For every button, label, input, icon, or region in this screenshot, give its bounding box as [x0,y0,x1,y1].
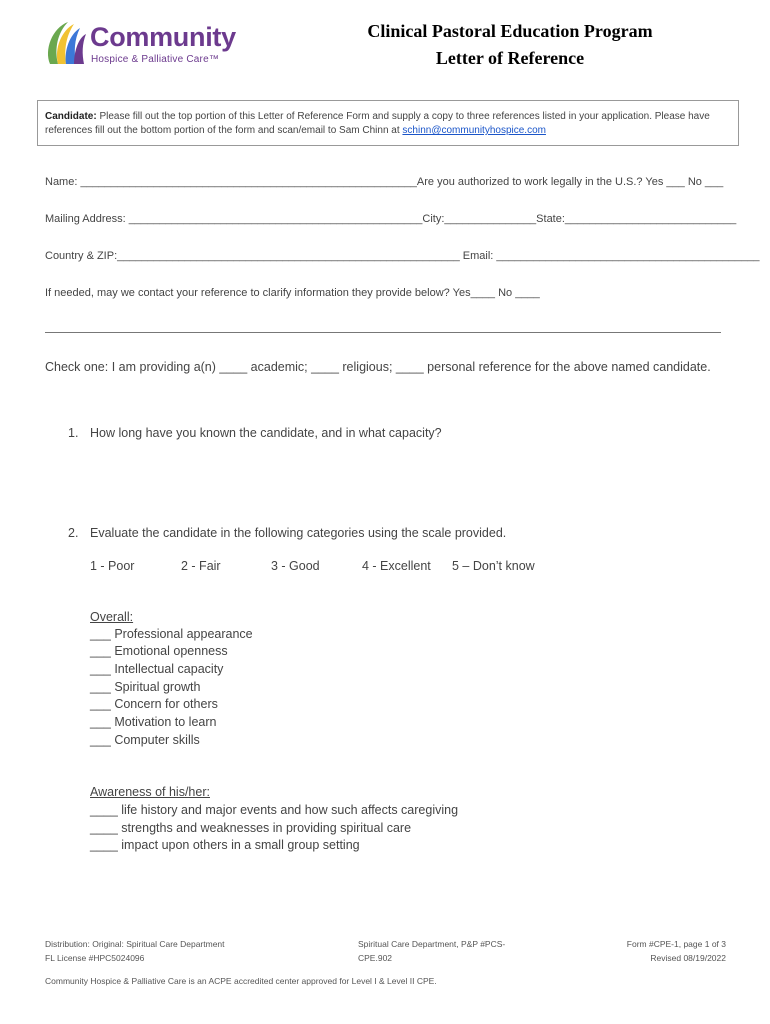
contact-permission-field[interactable]: If needed, may we contact your reference to clarify information they provide below? Yes____ No ____ [45,287,540,299]
footer-department: Spiritual Care Department, P&P #PCS- [358,939,506,949]
overall-item[interactable]: ___ Motivation to learn [90,715,217,729]
awareness-item[interactable]: ____ impact upon others in a small group setting [90,838,360,852]
awareness-heading: Awareness of his/her: [90,785,210,799]
scale-item: 1 - Poor [90,559,135,573]
instructions-line-1: Candidate: Please fill out the top portion of this Letter of Reference Form and supply a copy to three references listed in your application. Please have [45,111,710,122]
candidate-label: Candidate: [45,111,97,122]
mailing-address-field[interactable]: Mailing Address: ________________________________________________City:_______________State:____________________________ [45,213,737,225]
footer-distribution: Distribution: Original: Spiritual Care Department [45,939,225,949]
footer-policy: CPE.902 [358,953,393,963]
overall-heading: Overall: [90,610,134,624]
question-1-number: 1. [68,426,79,440]
logo-subtitle: Hospice & Palliative Care™ [91,54,220,65]
reference-type-check[interactable]: Check one: I am providing a(n) ____ academic; ____ religious; ____ personal reference for the above named candidate. [45,360,711,374]
instructions-box [37,100,739,146]
overall-item[interactable]: ___ Computer skills [90,733,200,747]
question-1-text: How long have you known the candidate, and in what capacity? [90,426,442,440]
name-field[interactable]: Name: _______________________________________________________Are you authorized to work legally in the U.S.? Yes ___ No ___ [45,176,724,188]
footer-license: FL License #HPC5024096 [45,953,145,963]
overall-item[interactable]: ___ Intellectual capacity [90,662,224,676]
scale-item: 5 – Don’t know [452,559,535,573]
logo-wordmark: Community [90,22,236,52]
overall-item[interactable]: ___ Professional appearance [90,627,253,641]
awareness-item[interactable]: ____ life history and major events and how such affects caregiving [90,803,459,817]
question-2-number: 2. [68,526,79,540]
footer-accreditation: Community Hospice & Palliative Care is an ACPE accredited center approved for Level I & Level II CPE. [45,976,437,986]
overall-item[interactable]: ___ Concern for others [90,697,218,711]
instructions-line-2: references fill out the bottom portion of the form and scan/email to Sam Chinn at schinn@communityhospice.com [45,125,546,136]
overall-item[interactable]: ___ Spiritual growth [90,680,201,694]
section-divider [45,332,721,333]
scale-item: 3 - Good [271,559,320,573]
footer-revised-date: Revised 08/19/2022 [650,953,726,963]
question-2-text: Evaluate the candidate in the following categories using the scale provided. [90,526,507,540]
document-subtitle: Letter of Reference [435,48,585,68]
scale-item: 4 - Excellent [362,559,431,573]
country-zip-field[interactable]: Country & ZIP:________________________________________________________ Email: ___________________________________________ [45,250,760,262]
document-title: Clinical Pastoral Education Program [367,21,653,41]
scale-item: 2 - Fair [181,559,221,573]
overall-item[interactable]: ___ Emotional openness [90,644,228,658]
email-link[interactable]: schinn@communityhospice.com [402,125,546,136]
awareness-item[interactable]: ____ strengths and weaknesses in providing spiritual care [90,821,412,835]
footer-form-number: Form #CPE-1, page 1 of 3 [626,939,726,949]
